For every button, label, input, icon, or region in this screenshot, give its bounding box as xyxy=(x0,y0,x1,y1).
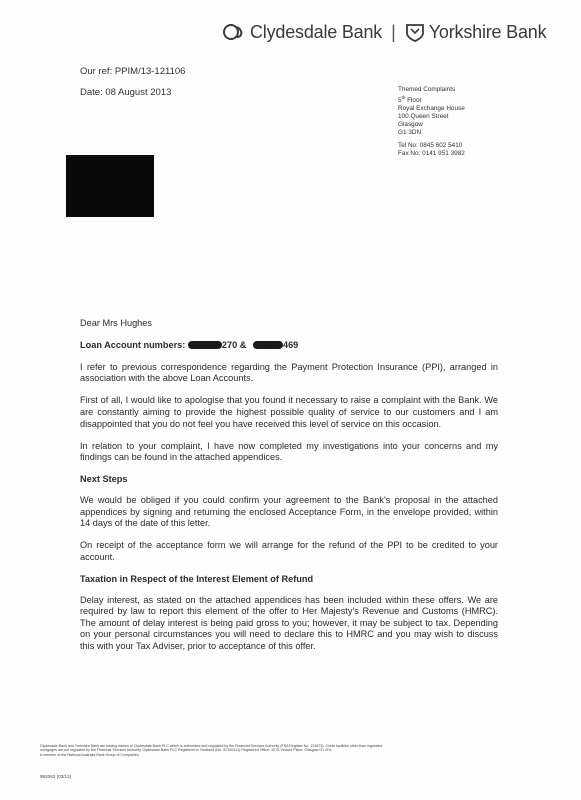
fax-number: Fax No: 0141 951 3982 xyxy=(398,150,465,158)
letter-date: Date: 08 August 2013 xyxy=(80,87,172,98)
sender-address xyxy=(398,86,465,158)
redaction-mark xyxy=(188,341,222,349)
legal-line: A member of the National Australia Bank Group of Companies. xyxy=(40,752,140,757)
address-line: Themed Complaints xyxy=(398,86,456,93)
paragraph-acceptance: We would be obliged if you could confirm your agreement to the Bank's proposal in the attached appendices by signing and returning the enclosed Acceptance Form, in the envelope provided, within 14 days of the date of this letter. xyxy=(80,494,498,529)
paragraph-findings: In relation to your complaint, I have now completed my investigations into your concerns and my findings can be found in the attached appendices. xyxy=(80,440,498,463)
bank-header-logos xyxy=(222,20,546,44)
address-line: Royal Exchange House xyxy=(398,105,465,113)
loan-account-numbers: Loan Account numbers: 270 & 469 xyxy=(80,340,299,351)
yorkshire-bank-name: Yorkshire Bank xyxy=(428,21,547,42)
salutation: Dear Mrs Hughes xyxy=(80,318,152,328)
legal-footer xyxy=(40,744,540,757)
letter-body xyxy=(80,318,498,663)
our-reference: Our ref: PPIM/13-121106 xyxy=(80,66,186,77)
address-line: 100 Queen Street xyxy=(398,113,449,121)
telephone-number: Tel No: 0845 602 5410 xyxy=(398,142,463,150)
legal-line: Clydesdale Bank and Yorkshire Bank are trading names of Clydesdale Bank PLC which is authorised and regulated by the Financial Services Authority (FSA Register No. 121873). Credit facilities other than regulated xyxy=(40,744,382,748)
heading-next-steps: Next Steps xyxy=(80,474,128,485)
paragraph-apology: First of all, I would like to apologise that you found it necessary to raise a complaint with the Bank. We are constantly aiming to provide the highest possible quality of service to our customers and I am disappointed that you do not feel you have received this level of service on this occasion. xyxy=(80,395,498,429)
clydesdale-logo-icon xyxy=(222,22,246,42)
address-line: Glasgow xyxy=(398,121,423,129)
paragraph-refund: On receipt of the acceptance form we will arrange for the refund of the PPI to be credited to your account. xyxy=(80,540,498,562)
legal-line: mortgages are not regulated by the Financial Services Authority Clydesdale Bank PLC Registered in Scotland (No. SC001111) Registered Office: 30 St Vincent Place, Glasgow G1 2HL xyxy=(40,748,332,753)
paragraph-intro: I refer to previous correspondence regarding the Payment Protection Insurance (PPI), arranged in association with the above Loan Accounts. xyxy=(80,361,498,384)
logo-separator: | xyxy=(391,21,396,42)
heading-taxation: Taxation in Respect of the Interest Element of Refund xyxy=(80,573,314,584)
redacted-recipient-address xyxy=(66,155,154,217)
form-code: 992063 (03/12) xyxy=(40,774,72,779)
yorkshire-logo-icon xyxy=(405,22,425,42)
paragraph-delay-interest: Delay interest, as stated on the attached appendices has been included within these offers. We are required by law to report this element of the offer to Her Majesty's Revenue and Customs (HMRC). The amount of delay interest is being paid gross to you; however, it may be subject to tax. Depending on your personal circumstances you will need to declare this to HMRC and you may wish to discuss this with your Tax Adviser, prior to acceptance of this offer. xyxy=(80,594,498,651)
clydesdale-bank-name: Clydesdale Bank xyxy=(250,21,383,42)
address-line: 5th Floor xyxy=(398,95,422,105)
address-line: G1 3DN xyxy=(398,129,422,137)
redaction-mark xyxy=(253,341,283,349)
